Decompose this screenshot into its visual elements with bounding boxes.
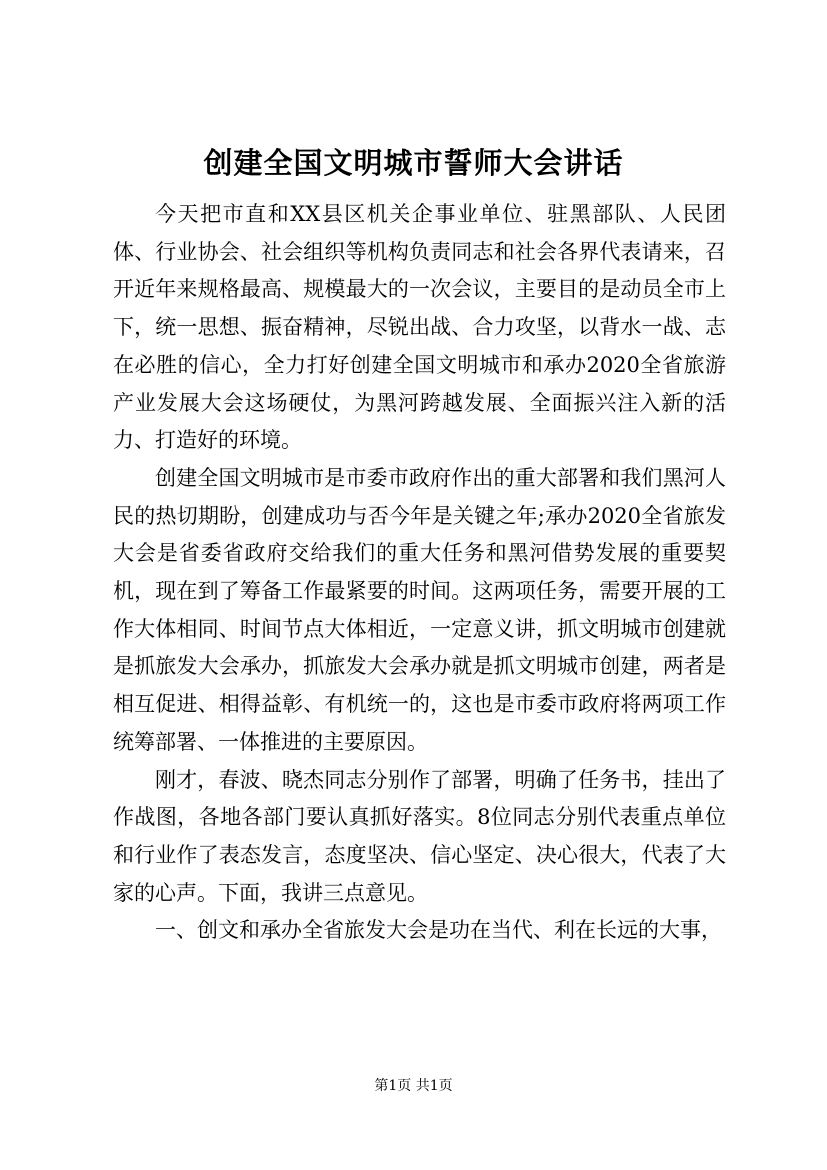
paragraph-1: 今天把市直和XX县区机关企事业单位、驻黑部队、人民团体、行业协会、社会组织等机构负责同志和社会各界代表请来，召开近年来规格最高、规模最大的一次会议，主要目的是动员全市上下，统一思想、振奋精神，尽锐出战、合力攻坚，以背水一战、志在必胜的信心，全力打好创建全国文明城市和承办2020全省旅游产业发展大会这场硬仗，为黑河跨越发展、全面振兴注入新的活力、打造好的环境。 — [113, 202, 726, 453]
page-footer: 第1页 共1页 — [374, 1078, 453, 1094]
paragraph-4: 一、创文和承办全省旅发大会是功在当代、利在长远的大事， — [155, 918, 722, 943]
document-body — [113, 196, 726, 950]
paragraph-2: 创建全国文明城市是市委市政府作出的重大部署和我们黑河人民的热切期盼，创建成功与否今年是关键之年;承办2020全省旅发大会是省委省政府交给我们的重大任务和黑河借势发展的重要契机，现在到了筹备工作最紧要的时间。这两项任务，需要开展的工作大体相同、时间节点大体相近，一定意义讲，抓文明城市创建就是抓旅发大会承办，抓旅发大会承办就是抓文明城市创建，两者是相互促进、相得益彰、有机统一的，这也是市委市政府将两项工作统筹部署、一体推进的主要原因。 — [113, 465, 726, 754]
paragraph-3: 刚才，春波、晓杰同志分别作了部署，明确了任务书，挂出了作战图，各地各部门要认真抓好落实。8位同志分别代表重点单位和行业作了表态发言，态度坚决、信心坚定、决心很大，代表了大家的心声。下面，我讲三点意见。 — [113, 767, 726, 905]
document-title: 创建全国文明城市誓师大会讲话 — [203, 146, 624, 180]
